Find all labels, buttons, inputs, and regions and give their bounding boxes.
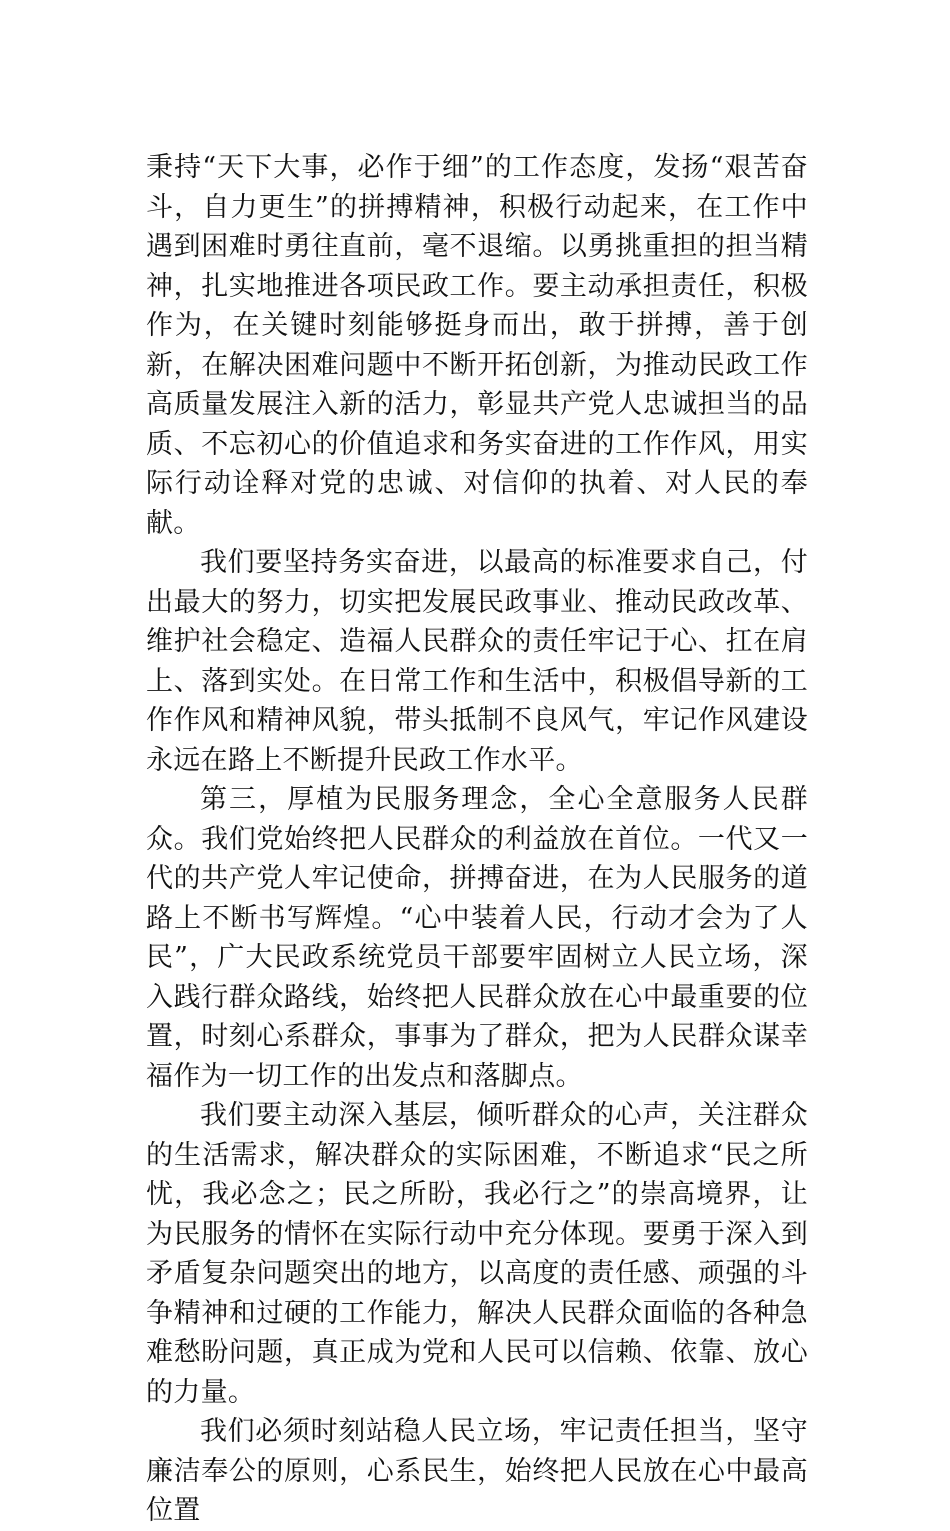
paragraph-2: 我们要坚持务实奋进，以最高的标准要求自己，付出最大的努力，切实把发展民政事业、推动民政改革、维护社会稳定、造福人民群众的责任牢记于心、扛在肩上、落到实处。在日常工作和生活中，积极倡导新的工作作风和精神风貌，带头抵制不良风气，牢记作风建设永远在路上不断提升民政工作水平。	[146, 547, 808, 776]
paragraph-3: 第三，厚植为民服务理念，全心全意服务人民群众。我们党始终把人民群众的利益放在首位。一代又一代的共产党人牢记使命，拼搏奋进，在为人民服务的道路上不断书写辉煌。“心中装着人民，行动才会为了人民”，广大民政系统党员干部要牢固树立人民立场，深入践行群众路线，始终把人民群众放在心中最重要的位置，时刻心系群众，事事为了群众，把为人民群众谋幸福作为一切工作的出发点和落脚点。	[146, 784, 808, 1092]
paragraph-1: 秉持“天下大事，必作于细”的工作态度，发扬“艰苦奋斗，自力更生”的拼搏精神，积极行动起来，在工作中遇到困难时勇往直前，毫不退缩。以勇挑重担的担当精神，扎实地推进各项民政工作。要主动承担责任，积极作为，在关键时刻能够挺身而出，敢于拼搏，善于创新，在解决困难问题中不断开拓创新，为推动民政工作高质量发展注入新的活力，彰显共产党人忠诚担当的品质、不忘初心的价值追求和务实奋进的工作作风，用实际行动诠释对党的忠诚、对信仰的执着、对人民的奉献。	[146, 152, 808, 539]
document-body	[146, 148, 808, 1531]
paragraph-5: 我们必须时刻站稳人民立场，牢记责任担当，坚守廉洁奉公的原则，心系民生，始终把人民放在心中最高位置	[146, 1416, 808, 1526]
paragraph-4: 我们要主动深入基层，倾听群众的心声，关注群众的生活需求，解决群众的实际困难，不断追求“民之所忧，我必念之；民之所盼，我必行之”的崇高境界，让为民服务的情怀在实际行动中充分体现。要勇于深入到矛盾复杂问题突出的地方，以高度的责任感、顽强的斗争精神和过硬的工作能力，解决人民群众面临的各种急难愁盼问题，真正成为党和人民可以信赖、依靠、放心的力量。	[146, 1100, 808, 1408]
